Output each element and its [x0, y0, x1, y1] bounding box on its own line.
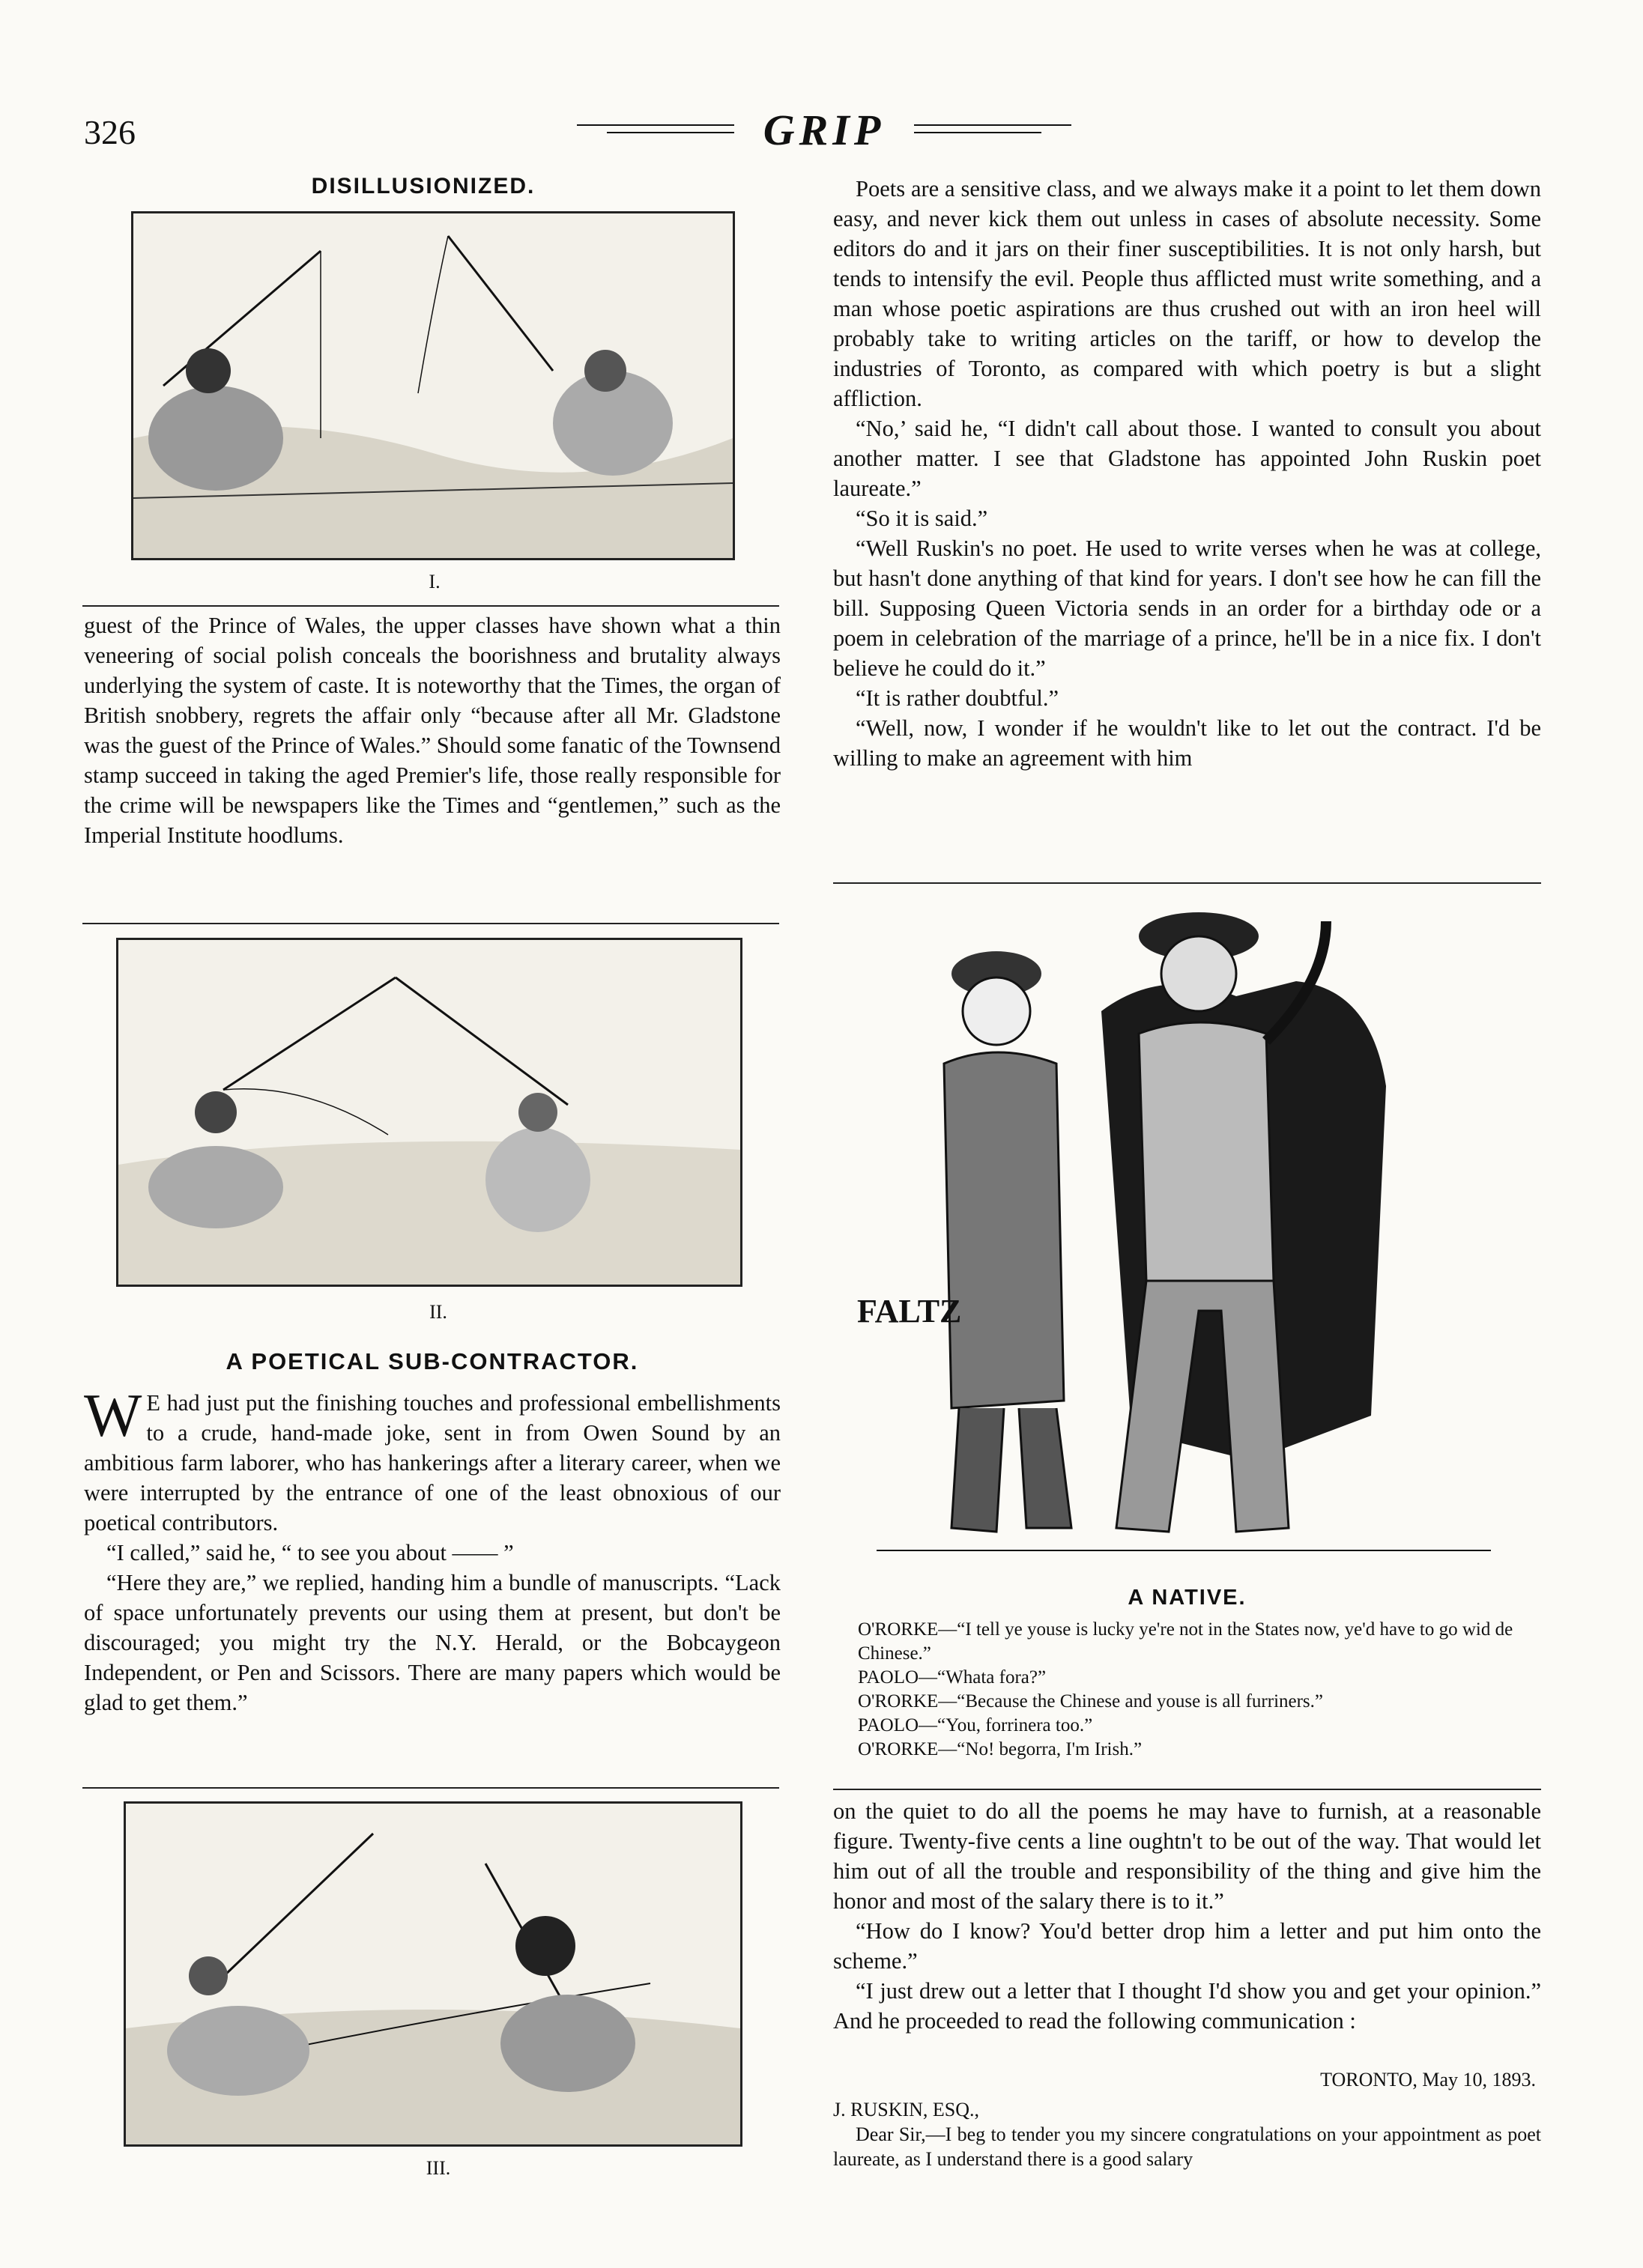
paragraph: “Here they are,” we replied, handing him a bundle of manuscripts. “Lack of space unfortunately prevents our using them at present, but don't be discouraged; you might try the N.Y. Herald, or the Bobcaygeon Independent, or Pen and Scissors. There are many papers which would be glad to get them.”: [84, 1570, 781, 1715]
dialogue-line: O'RORKE—“I tell ye youse is lucky ye're not in the States now, ye'd have to go wid de Chinese.”: [858, 1619, 1513, 1664]
cartoon-a-native: [847, 891, 1521, 1580]
caption-panel-2: II.: [429, 1301, 447, 1323]
cartoon-panel-1: [131, 211, 735, 560]
cartoon-panel-2: [116, 938, 742, 1287]
masthead: [577, 103, 1071, 156]
dialogue-line: O'RORKE—“Because the Chinese and youse is all furriners.”: [858, 1691, 1324, 1711]
article-sub-contractor: [84, 1381, 781, 1717]
page-number: 326: [84, 113, 136, 151]
paragraph: E had just put the finishing touches and professional embellishments to a crude, hand-made joke, sent in from Owen Sound by an ambitious farm laborer, who has hankerings after a literary career, when we were interrupted by the entrance of one of the least obnoxious of our poetical contributors.: [84, 1390, 781, 1535]
paragraph: on the quiet to do all the poems he may have to furnish, at a reasonable figure. Twenty-five cents a line oughtn't to be out of the way. That would let him out of all the trouble and responsibility of the thing and give him the honor and most of the salary there is to it.”: [833, 1798, 1541, 1914]
paragraph: “It is rather doubtful.”: [856, 685, 1059, 711]
artist-signature: FALTZ: [857, 1293, 962, 1329]
article-lede-continued: [84, 610, 781, 850]
heading-a-native: A NATIVE.: [1128, 1586, 1247, 1610]
article-sub-contractor-continued: [833, 174, 1541, 773]
cartoon-dialogue: [858, 1618, 1540, 1762]
drop-cap: W: [84, 1381, 142, 1449]
dialogue-line: PAOLO—“You, forrinera too.”: [858, 1715, 1093, 1735]
heading-poetical-sub-contractor: A POETICAL SUB-CONTRACTOR.: [226, 1348, 639, 1374]
caption-panel-3: III.: [426, 2157, 451, 2179]
paragraph: Poets are a sensitive class, and we always make it a point to let them down easy, and never kick them out unless in cases of absolute necessity. Some editors do and it jars on their finer susceptibilities. It is not only harsh, but tends to intensify the evil. People thus afflicted must write something, and a man whose poetic aspirations are thus crushed out with an iron heel will probably take to writing articles on the tariff, or how to develop the industries of Toronto, as compared with which poetry is but a slight affliction.: [833, 176, 1541, 411]
cartoon-panel-3: [124, 1801, 742, 2147]
paragraph: “I called,” said he, “ to see you about —— ”: [106, 1540, 514, 1565]
paragraph: “I just drew out a letter that I thought I'd show you and get your opinion.” And he proceeded to read the following communication :: [833, 1978, 1541, 2034]
dialogue-line: PAOLO—“Whata fora?”: [858, 1667, 1047, 1688]
paragraph: “Well Ruskin's no poet. He used to write verses when he was at college, but hasn't done anything of that kind for years. I don't see how he can fill the bill. Supposing Queen Victoria sends in an order for a birthday ode or a poem in celebration of the marriage of a prince, he'll be in a nice fix. I don't believe he could do it.”: [833, 536, 1541, 681]
caption-panel-1: I.: [429, 571, 441, 592]
paragraph: “How do I know? You'd better drop him a letter and put him onto the scheme.”: [833, 1918, 1541, 1974]
paragraph: “No,’ said he, “I didn't call about those. I wanted to consult you about another matter. I see that Gladstone has appointed John Ruskin poet laureate.”: [833, 416, 1541, 501]
heading-disillusionized: DISILLUSIONIZED.: [311, 174, 536, 198]
paragraph: guest of the Prince of Wales, the upper classes have shown what a thin veneering of social polish conceals the boorishness and brutality always underlying the system of caste. It is noteworthy that the Times, the organ of British snobbery, regrets the affair only “because after all Mr. Gladstone was the guest of the Prince of Wales.” Should some fanatic of the Townsend stamp succeed in taking the aged Premier's life, those really responsible for the crime will be newspapers like the Times and “gentlemen,” such as the Imperial Institute hoodlums.: [84, 613, 781, 848]
letter-dateline: TORONTO, May 10, 1893.: [1320, 2069, 1536, 2090]
paragraph: “Well, now, I wonder if he wouldn't like to let out the contract. I'd be willing to make an agreement with him: [833, 715, 1541, 771]
article-sub-contractor-conclusion: [833, 1796, 1541, 2036]
dialogue-line: O'RORKE—“No! begorra, I'm Irish.”: [858, 1739, 1143, 1759]
paragraph: “So it is said.”: [856, 506, 988, 531]
letter-body: Dear Sir,—I beg to tender you my sincere congratulations on your appointment as poet laureate, as I understand there is a good salary: [833, 2123, 1541, 2170]
letter-addressee: J. RUSKIN, ESQ.,: [833, 2099, 980, 2120]
masthead-title: GRIP: [763, 106, 886, 154]
